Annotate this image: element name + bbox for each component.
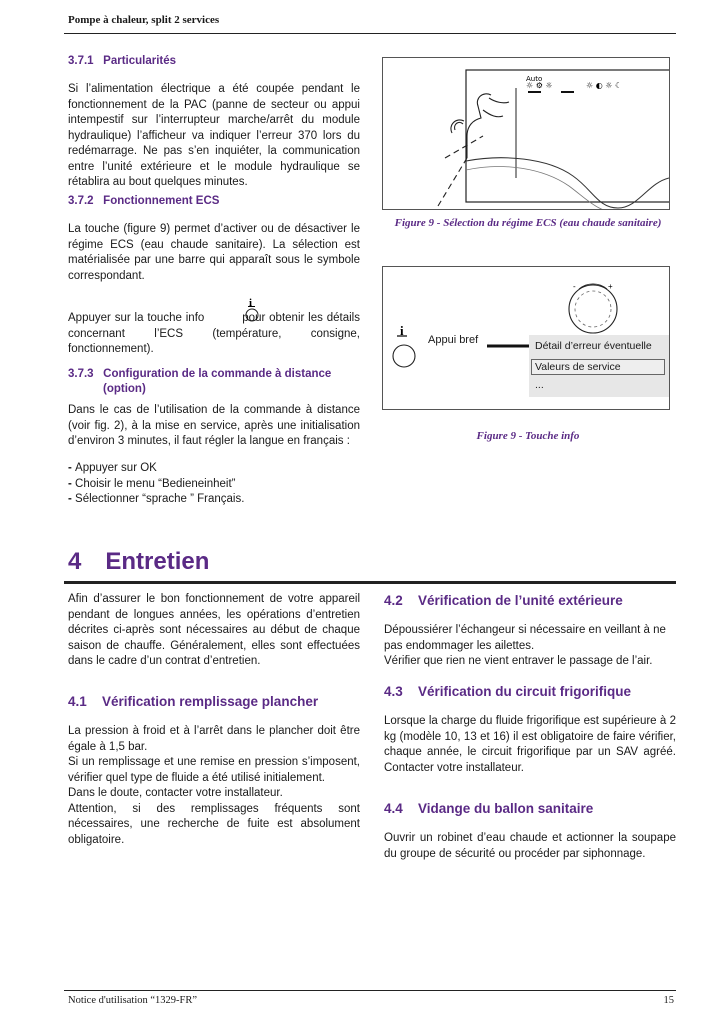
section-title: Vérification de l’unité extérieure [418,593,623,608]
svg-text:i: i [249,297,253,309]
section-title: Vérification du circuit frigorifique [418,684,632,699]
svg-text:i: i [400,323,404,338]
figure-9a [382,57,670,210]
section-title: Configuration de la commande à distance [103,368,332,380]
footer-rule [64,990,676,991]
section-number: 3.7.3 [68,368,94,380]
menu-item-more: ... [535,379,544,391]
dial-minus-label: - [573,282,576,291]
section-4-4-heading [384,801,593,816]
page-number: 15 [663,995,674,1006]
dial-knob-icon [563,277,623,337]
paragraph: Si un remplissage et une remise en pression s’imposent, vérifier quel type de fluide a été utilisé initialement. [68,756,360,784]
section-title: Fonctionnement ECS [103,195,220,207]
info-text-before: Appuyer sur la touche info [68,312,205,324]
running-header: Pompe à chaleur, split 2 services [68,14,220,26]
info-text [68,311,360,358]
list-item: - Appuyer sur OK [68,462,157,474]
section-number: 4.1 [68,694,87,709]
info-button-icon [391,323,417,371]
svg-text:☼ ◐ ☼ ☾: ☼ ◐ ☼ ☾ [586,81,623,90]
section-number: 4.4 [384,801,403,816]
list-item: - Choisir le menu “Bedieneinheit” [68,477,236,490]
section-number: 4.3 [384,684,403,699]
section-4-4-text: Ouvrir un robinet d’eau chaude et actionner la soupape du groupe de sécurité ou procéder par siphonnage. [384,832,676,860]
section-3-7-1-heading [68,55,176,67]
figure-9a-caption: Figure 9 - Sélection du régime ECS (eau chaude sanitaire) [394,217,662,229]
paragraph: La pression à froid et à l’arrêt dans le plancher doit être égale à 1,5 bar. [68,725,360,753]
info-paragraph [68,296,360,356]
section-3-7-2-text: La touche (figure 9) permet d’activer ou de désactiver le régime ECS (eau chaude sanitaire). La sélection est matérialisée par une barre qui apparaît sous le symbole correspondant. [68,223,360,282]
section-4-1-heading [68,694,318,709]
header-rule [64,33,676,34]
chapter-intro: Afin d’assurer le bon fonctionnement de votre appareil pendant de longues années, les opérations d’entretien décrites ci-après sont nécessaires au début de chaque saison de chauffe. Généralement, elles sont effectuées dans le cadre d’un contrat d’entretien. [68,593,360,667]
section-4-3-text: Lorsque la charge du fluide frigorifique est supérieure à 2 kg (modèle 10, 13 et 16) il est obligatoire de faire vérifier, chaque année, le circuit frigorifique par un SAV agréé. Contacter votre installateur. [384,715,676,774]
section-title: Particularités [103,55,177,67]
display-tiny-label: Auto [526,75,543,83]
info-text-after: pour obtenir les détails concernant l’ECS (température, consigne, fonctionnement). [68,312,360,355]
section-number: 3.7.1 [68,55,94,67]
figure-9b [382,266,670,410]
section-4-2-heading [384,593,623,608]
svg-text:☼ ⚙ ☼: ☼ ⚙ ☼ [526,81,553,90]
section-3-7-2-heading [68,195,219,207]
hand-icon [438,94,509,206]
section-3-7-1-text: Si l’alimentation électrique a été coupée pendant le fonctionnement de la PAC (panne de secteur ou appui intempestif sur l’interrupteur marche/arrêt du module hydraulique) l’afficheur va indiquer l’erreur 370 lors du redémarrage. Ne pas s’en inquiéter, la communication entre l’unité extérieure et le module hydraulique se rétablira au bout quelques minutes. [68,83,360,188]
step-text: Sélectionner “sprache ” Français. [75,493,245,505]
section-4-3-heading [384,684,631,699]
section-3-7-3-text: Dans le cas de l’utilisation de la commande à distance (voir fig. 2), à la mise en service, après une initialisation d’environ 3 minutes, il faut régler la langue en français : [68,404,360,447]
section-title: Vidange du ballon sanitaire [418,801,594,816]
section-4-2-text [384,623,676,670]
steps-list [68,461,244,508]
paragraph: Dépoussiérer l’échangeur si nécessaire en veillant à ne pas endommager les ailettes. [384,624,666,652]
section-3-7-3-heading [68,368,331,380]
menu-item-error-detail: Détail d’erreur éventuelle [535,340,652,352]
ecs-selection-illustration [383,58,669,209]
menu-item-selected [531,359,665,375]
press-label: Appui bref [428,334,479,346]
step-text: Choisir le menu “Bedieneinheit” [75,477,236,490]
chapter-title: Entretien [105,548,210,575]
section-number: 3.7.2 [68,195,94,207]
dial-plus-label: + [608,282,613,291]
section-3-7-3-heading-line2: (option) [103,383,146,395]
chapter-number: 4 [68,548,82,575]
service-menu-panel [529,335,669,397]
section-title: Vérification remplissage plancher [102,694,319,709]
figure-9b-caption: Figure 9 - Touche info [476,430,580,442]
section-4-1-text [68,724,360,848]
step-text: Appuyer sur OK [75,462,157,474]
section-number: 4.2 [384,593,403,608]
footer-title: Notice d'utilisation “1329-FR” [68,995,198,1006]
menu-item-service-values: Valeurs de service [535,361,621,373]
paragraph: Attention, si des remplissages fréquents sont nécessaires, une recherche de fuite est absolument obligatoire. [68,802,360,846]
chapter-rule [64,581,676,584]
list-item: - Sélectionner “sprache ” Français. [68,493,245,505]
chapter-heading [68,548,209,576]
paragraph: Vérifier que rien ne vient entraver le passage de l’air. [384,655,653,667]
paragraph: Dans le doute, contacter votre installateur. [68,787,283,799]
